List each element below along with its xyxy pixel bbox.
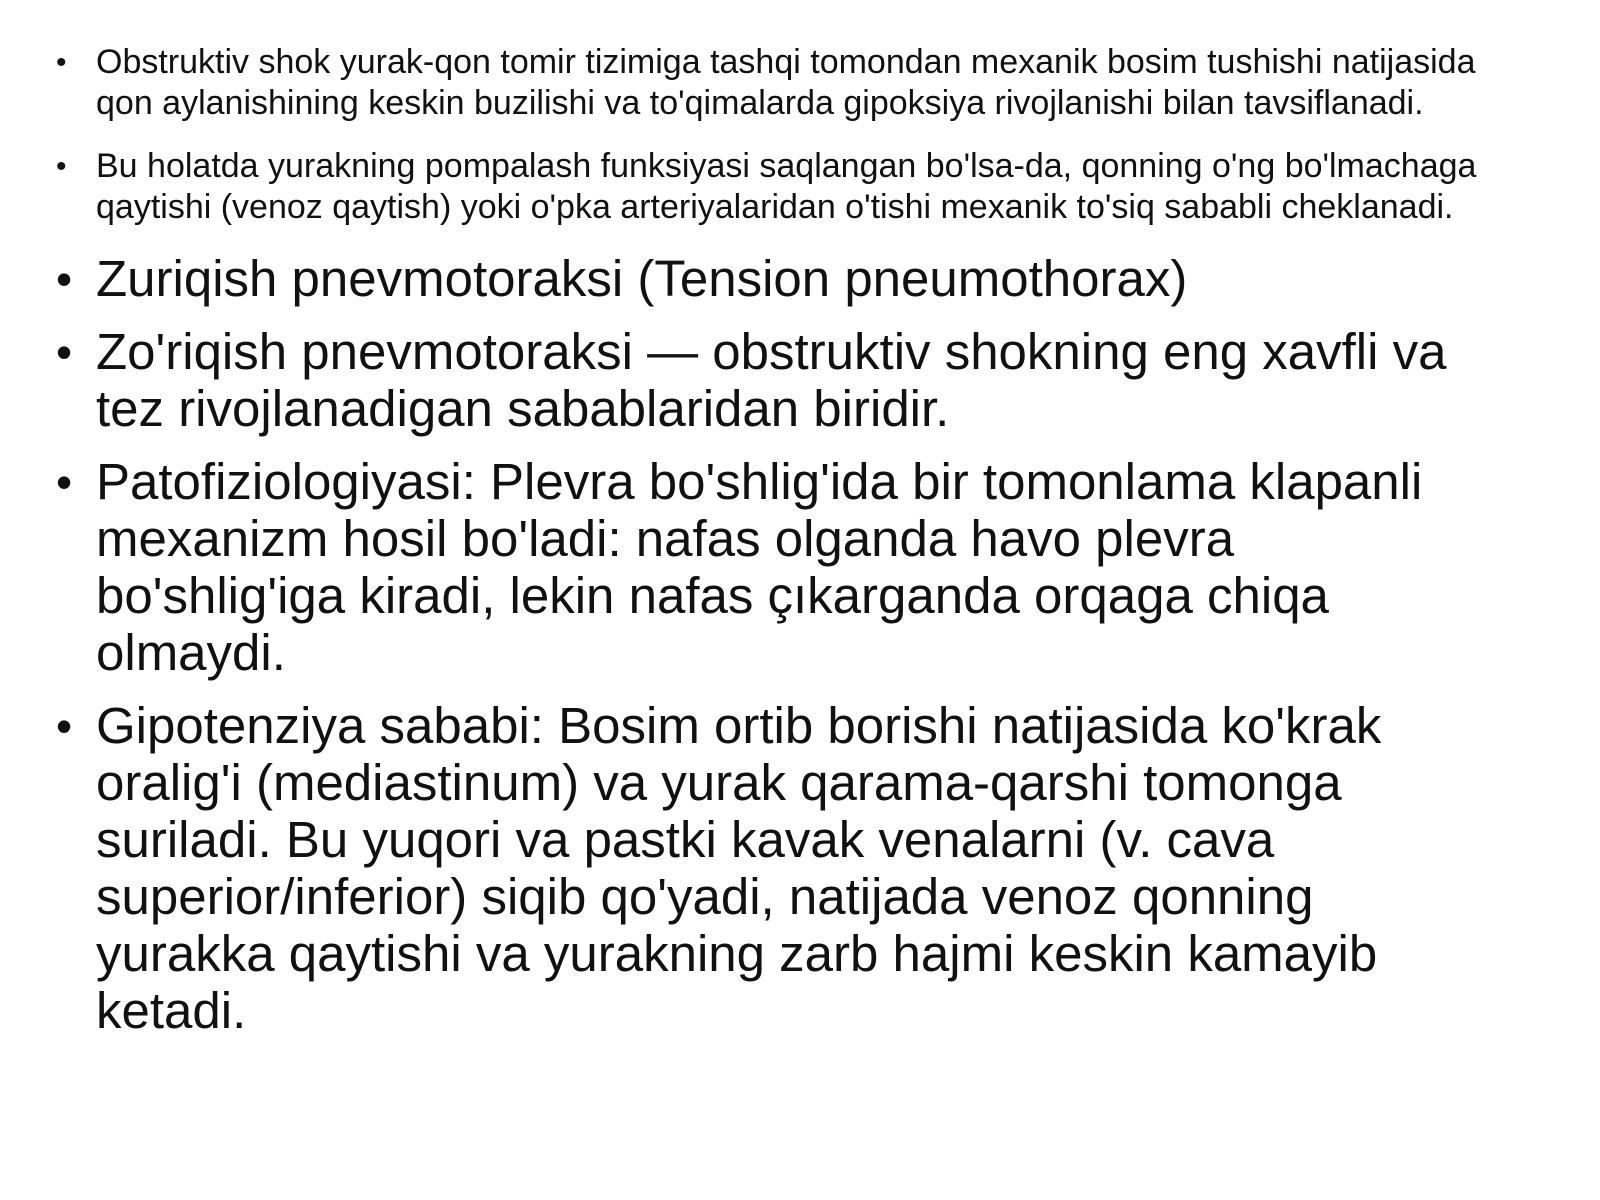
bullet-text: Bu holatda yurakning pompalash funksiyasi saqlangan bo'lsa-da, qonning o'ng bo'lmachaga qaytishi (venoz qaytish) yoki o'pka arteriyalaridan o'tishi mexanik to'siq sababli cheklanadi.: [96, 147, 1477, 226]
bullet-icon: •: [56, 326, 73, 378]
list-item: [56, 453, 1556, 681]
bullet-icon: •: [56, 700, 73, 752]
list-item: [56, 42, 1556, 124]
bullet-text: Zo'riqish pnevmotoraksi — obstruktiv shokning eng xavfli va tez rivojlanadigan sabablaridan biridir.: [96, 323, 1447, 437]
bullet-text: Gipotenziya sababi: Bosim ortib borishi natijasida ko'krak oralig'i (mediastinum) va yurak qarama-qarshi tomonga suriladi. Bu yuqori va pastki kavak venalarni (v. cava superior/inferior) siqib qo'yadi, natijada venoz qonning yurakka qaytishi va yurakning zarb hajmi keskin kamayib ketadi.: [96, 697, 1382, 1039]
bullet-text: Zuriqish pnevmotoraksi (Tension pneumothorax): [96, 250, 1188, 307]
list-item: [56, 146, 1556, 228]
list-item: [56, 250, 1556, 307]
bullet-icon: •: [56, 456, 73, 508]
bullet-icon: •: [56, 253, 73, 305]
list-item: [56, 323, 1556, 437]
bullet-icon: •: [56, 46, 67, 79]
bullet-text: Obstruktiv shok yurak-qon tomir tizimiga tashqi tomondan mexanik bosim tushishi natijasida qon aylanishining keskin buzilishi va to'qimalarda gipoksiya rivojlanishi bilan tavsiflanadi.: [96, 43, 1476, 122]
bullet-text: Patofiziologiyasi: Plevra bo'shlig'ida bir tomonlama klapanli mexanizm hosil bo'ladi: nafas olganda havo plevra bo'shlig'iga kiradi, lekin nafas çıkarganda orqaga chiqa olmaydi.: [96, 453, 1423, 681]
bullet-icon: •: [56, 150, 67, 183]
list-item: [56, 697, 1556, 1039]
bullet-list: [56, 42, 1556, 1055]
